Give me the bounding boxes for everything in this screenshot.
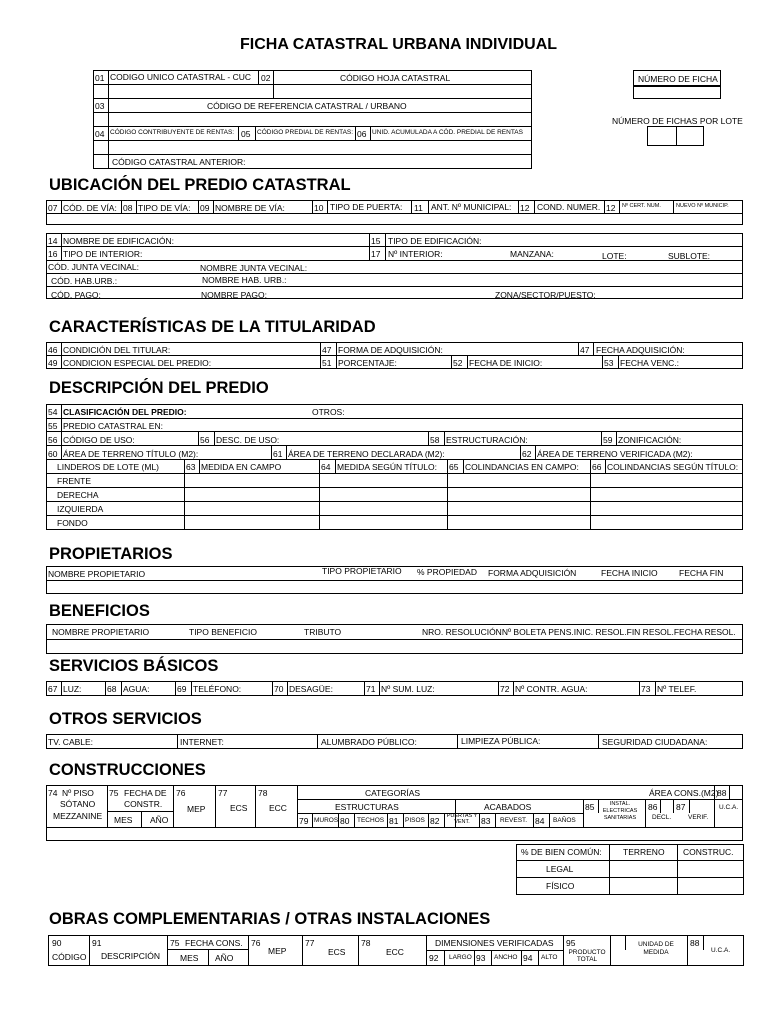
field-number: 92 xyxy=(429,953,439,963)
predio-catastral-en-label: PREDIO CATASTRAL EN: xyxy=(63,421,163,431)
field-number: 95 xyxy=(566,938,576,948)
codigo-header: CÓDIGO xyxy=(52,952,87,962)
field-number: 47 xyxy=(580,345,590,355)
field-number: 79 xyxy=(299,816,309,826)
field-number: 88 xyxy=(717,788,727,798)
clasificacion-predio-label: CLASIFICACIÓN DEL PREDIO: xyxy=(63,407,187,417)
tipo-interior-label: TIPO DE INTERIOR: xyxy=(63,249,143,259)
field-number: 90 xyxy=(52,938,62,948)
section-title-beneficios: BENEFICIOS xyxy=(49,602,150,620)
forma-adquisicion-label: FORMA DE ADQUISICIÓN: xyxy=(338,345,443,355)
field-number: 69 xyxy=(177,684,187,694)
fisico-label: FÍSICO xyxy=(546,881,575,891)
codigo-anterior-label: CÓDIGO CATASTRAL ANTERIOR: xyxy=(112,157,246,167)
field-number: 88 xyxy=(690,938,700,948)
telefono-label: TELÉFONO: xyxy=(193,684,242,694)
nombre-edificacion-label: NOMBRE DE EDIFICACIÓN: xyxy=(63,236,174,246)
fecha-construccion-header: FECHA CONS. xyxy=(185,938,243,948)
verificada-header: VERIF. xyxy=(688,814,709,821)
field-number: 75 xyxy=(109,788,119,798)
ano-header: AÑO xyxy=(215,953,234,963)
revestimiento-header: REVEST. xyxy=(500,817,528,824)
muros-header: MUROS xyxy=(314,817,339,824)
nombre-pago-label: NOMBRE PAGO: xyxy=(201,290,267,300)
mep-header: MEP xyxy=(187,804,206,814)
field-number: 01 xyxy=(95,73,105,83)
contribuyente-label: CÓDIGO CONTRIBUYENTE DE RENTAS: xyxy=(110,129,235,136)
field-number: 06 xyxy=(357,129,367,139)
section-title-obras: OBRAS COMPLEMENTARIAS / OTRAS INSTALACIONES xyxy=(49,910,491,928)
forma-adquisicion-header: FORMA ADQUISICIÓN xyxy=(488,568,577,578)
fecha-adquisicion-label: FECHA ADQUISICIÓN: xyxy=(596,345,685,355)
techos-header: TECHOS xyxy=(357,817,385,824)
numero-ficha-label: NÚMERO DE FICHA xyxy=(638,74,718,84)
field-number: 17 xyxy=(371,249,381,259)
numero-ficha-input[interactable] xyxy=(633,86,721,99)
tipo-via-label: TIPO DE VÍA: xyxy=(138,203,191,213)
fecha-construccion-header: FECHA DE xyxy=(124,788,167,798)
suministro-luz-label: Nº SUM. LUZ: xyxy=(381,684,435,694)
field-number: 15 xyxy=(371,236,381,246)
section-title-descripcion: DESCRIPCIÓN DEL PREDIO xyxy=(49,379,269,397)
tipo-edificacion-label: TIPO DE EDIFICACIÓN: xyxy=(388,236,482,246)
ant-municipal-label: ANT. Nº MUNICIPAL: xyxy=(431,202,512,212)
field-number: 10 xyxy=(314,203,324,213)
area-titulo-label: ÁREA DE TERRENO TÍTULO (M2): xyxy=(63,449,199,459)
field-number: 87 xyxy=(676,802,686,812)
uca-header: U.C.A. xyxy=(711,947,731,954)
fecha-inicio-header: FECHA INICIO xyxy=(601,568,658,578)
field-number: 61 xyxy=(273,449,283,459)
fecha-fin-header: FECHA FIN xyxy=(679,568,724,578)
field-number: 53 xyxy=(604,358,614,368)
descripcion-header: DESCRIPCIÓN xyxy=(101,951,161,961)
field-number: 58 xyxy=(430,435,440,445)
tipo-propietario-header: TIPO PROPIETARIO xyxy=(322,566,402,576)
predial-label: CÓDIGO PREDIAL DE RENTAS: xyxy=(257,129,354,136)
field-number: 68 xyxy=(107,684,117,694)
section-title-ubicacion: UBICACIÓN DEL PREDIO CATASTRAL xyxy=(49,176,351,194)
ecs-header: ECS xyxy=(230,803,248,813)
field-number: 73 xyxy=(641,684,651,694)
pisos-header: PISOS xyxy=(405,817,425,824)
uca-header: U.C.A. xyxy=(719,804,739,811)
estructuras-header: ESTRUCTURAS xyxy=(335,802,399,812)
ecc-header: ECC xyxy=(269,803,287,813)
field-number: 83 xyxy=(481,816,491,826)
unidad-acumulada-label: UNID. ACUMULADA A CÓD. PREDIAL DE RENTAS xyxy=(372,129,523,136)
declarada-header: DECL. xyxy=(652,814,672,821)
ancho-header: ANCHO xyxy=(494,954,518,961)
ano-header: AÑO xyxy=(150,815,169,825)
field-number: 67 xyxy=(48,684,58,694)
linderos-label: LINDEROS DE LOTE (ML) xyxy=(57,462,160,472)
tributo-header: TRIBUTO xyxy=(304,627,342,637)
largo-header: LARGO xyxy=(449,954,472,961)
banos-header: BAÑOS xyxy=(553,817,576,824)
condicion-especial-label: CONDICION ESPECIAL DEL PREDIO: xyxy=(63,358,212,368)
cuc-label: CODIGO UNICO CATASTRAL - CUC xyxy=(110,72,252,82)
field-number: 81 xyxy=(389,816,399,826)
ecc-header: ECC xyxy=(386,947,404,957)
field-number: 55 xyxy=(48,421,58,431)
field-number: 52 xyxy=(453,358,463,368)
numero-fichas-lote-label: NÚMERO DE FICHAS POR LOTE xyxy=(612,116,743,126)
mezzanine-header: MEZZANINE xyxy=(53,811,103,821)
field-number: 51 xyxy=(322,358,332,368)
section-title-propietarios: PROPIETARIOS xyxy=(49,545,173,563)
field-number: 56 xyxy=(48,435,58,445)
field-number: 54 xyxy=(48,407,58,417)
field-number: 78 xyxy=(258,788,268,798)
construccion-header: CONSTRUC. xyxy=(683,847,734,857)
cert-num-label: Nº CERT. NUM. xyxy=(622,203,661,209)
field-number: 71 xyxy=(366,684,376,694)
area-construida-header: ÁREA CONS.(M2) xyxy=(649,788,719,798)
fecha-venc-label: FECHA VENC.: xyxy=(620,358,680,368)
ecs-header: ECS xyxy=(328,947,346,957)
field-number: 85 xyxy=(585,802,595,812)
field-number: 09 xyxy=(200,203,210,213)
section-title-servicios: SERVICIOS BÁSICOS xyxy=(49,657,219,675)
constr-header: CONSTR. xyxy=(124,799,163,809)
cod-hab-label: CÓD. HAB.URB.: xyxy=(51,276,118,286)
puertas-ventanas-header: PUERTAS Y VENT. xyxy=(446,813,478,825)
otros-label: OTROS: xyxy=(312,407,345,417)
field-number: 08 xyxy=(123,203,133,213)
num-piso-header: Nº PISO xyxy=(62,788,94,798)
cond-numer-label: COND. NUMER. xyxy=(537,202,601,212)
field-number: 16 xyxy=(48,249,58,259)
section-title-construcciones: CONSTRUCCIONES xyxy=(49,761,206,779)
contrato-agua-label: Nº CONTR. AGUA: xyxy=(515,684,588,694)
field-number: 66 xyxy=(592,462,602,472)
field-number: 76 xyxy=(251,938,261,948)
codigo-uso-label: CÓDIGO DE USO: xyxy=(63,435,135,445)
desague-label: DESAGÜE: xyxy=(289,684,333,694)
field-number: 12 xyxy=(606,203,616,213)
cod-via-label: CÓD. DE VÍA: xyxy=(63,203,117,213)
sublote-label: SUBLOTE: xyxy=(668,251,711,261)
fondo-label: FONDO xyxy=(57,518,88,528)
alto-header: ALTO xyxy=(541,954,558,961)
field-number: 62 xyxy=(522,449,532,459)
terreno-header: TERRENO xyxy=(623,847,665,857)
section-title-titularidad: CARACTERÍSTICAS DE LA TITULARIDAD xyxy=(49,318,376,336)
nombre-propietario-header: NOMBRE PROPIETARIO xyxy=(52,627,150,637)
medida-titulo-label: MEDIDA SEGÚN TÍTULO: xyxy=(337,462,437,472)
field-number: 72 xyxy=(500,684,510,694)
field-number: 94 xyxy=(523,953,533,963)
section-title-otros-servicios: OTROS SERVICIOS xyxy=(49,710,202,728)
luz-label: LUZ: xyxy=(63,684,82,694)
instalaciones-header: INSTAL. ELECTRICAS SANITARIAS xyxy=(602,801,638,821)
field-number: 65 xyxy=(449,462,459,472)
field-number: 46 xyxy=(48,345,58,355)
field-number: 47 xyxy=(322,345,332,355)
desc-uso-label: DESC. DE USO: xyxy=(216,435,280,445)
field-number: 77 xyxy=(305,938,315,948)
area-verificada-label: ÁREA DE TERRENO VERIFICADA (M2): xyxy=(537,449,693,459)
zonificacion-label: ZONIFICACIÓN: xyxy=(618,435,682,445)
porcentaje-propiedad-header: % PROPIEDAD xyxy=(417,567,477,577)
nombre-junta-label: NOMBRE JUNTA VECINAL: xyxy=(200,263,308,273)
field-number: 93 xyxy=(476,953,486,963)
field-number: 59 xyxy=(603,435,613,445)
porcentaje-label: PORCENTAJE: xyxy=(338,358,397,368)
lote-label: LOTE: xyxy=(602,251,627,261)
zona-label: ZONA/SECTOR/PUESTO: xyxy=(495,290,596,300)
field-number: 04 xyxy=(95,129,105,139)
field-number: 12 xyxy=(520,203,530,213)
derecha-label: DERECHA xyxy=(57,490,99,500)
field-number: 05 xyxy=(241,129,251,139)
tipo-puerta-label: TIPO DE PUERTA: xyxy=(330,202,403,212)
condicion-titular-label: CONDICIÓN DEL TITULAR: xyxy=(63,345,171,355)
agua-label: AGUA: xyxy=(123,684,150,694)
field-number: 11 xyxy=(414,203,423,213)
nombre-via-label: NOMBRE DE VÍA: xyxy=(215,203,285,213)
izquierda-label: IZQUIERDA xyxy=(57,504,104,514)
internet-label: INTERNET: xyxy=(180,737,224,747)
field-number: 80 xyxy=(340,816,350,826)
colindancias-titulo-label: COLINDANCIAS SEGÚN TÍTULO: xyxy=(607,462,739,472)
tipo-beneficio-header: TIPO BENEFICIO xyxy=(189,627,258,637)
colindancias-campo-label: COLINDANCIAS EN CAMPO: xyxy=(465,462,579,472)
tv-cable-label: TV. CABLE: xyxy=(48,737,94,747)
mep-header: MEP xyxy=(268,946,287,956)
nombre-propietario-header: NOMBRE PROPIETARIO xyxy=(48,569,146,579)
field-number: 91 xyxy=(92,938,102,948)
hoja-catastral-label: CÓDIGO HOJA CATASTRAL xyxy=(340,73,451,83)
legal-label: LEGAL xyxy=(546,864,574,874)
field-number: 78 xyxy=(361,938,371,948)
field-number: 84 xyxy=(535,816,545,826)
field-number: 86 xyxy=(648,802,658,812)
field-number: 60 xyxy=(48,449,58,459)
field-number: 75 xyxy=(170,938,180,948)
cod-junta-label: CÓD. JUNTA VECINAL: xyxy=(48,262,139,272)
num-telefono-label: Nº TELEF. xyxy=(657,684,697,694)
field-number: 03 xyxy=(95,101,105,111)
acabados-header: ACABADOS xyxy=(484,802,532,812)
nombre-hab-label: NOMBRE HAB. URB.: xyxy=(202,275,287,285)
unidad-medida-header: UNIDAD DE MEDIDA xyxy=(638,941,674,956)
fecha-inicio-label: FECHA DE INICIO: xyxy=(469,358,543,368)
area-declarada-label: ÁREA DE TERRENO DECLARADA (M2): xyxy=(288,449,445,459)
referencia-catastral-label: CÓDIGO DE REFERENCIA CATASTRAL / URBANO xyxy=(207,101,407,111)
field-number: 77 xyxy=(218,788,228,798)
estructuracion-label: ESTRUCTURACIÓN: xyxy=(446,435,528,445)
field-number: 70 xyxy=(274,684,284,694)
field-number: 56 xyxy=(200,435,210,445)
sotano-header: SÓTANO xyxy=(60,799,96,809)
frente-label: FRENTE xyxy=(57,476,91,486)
seguridad-ciudadana-label: SEGURIDAD CIUDADANA: xyxy=(602,737,708,747)
categorias-header: CATEGORÍAS xyxy=(365,788,421,798)
dimensiones-header: DIMENSIONES VERIFICADAS xyxy=(435,938,554,948)
nuevo-municipal-label: NUEVO Nº MUNICIP. xyxy=(676,203,729,209)
field-number: 64 xyxy=(321,462,331,472)
field-number: 02 xyxy=(261,73,271,83)
form-title: FICHA CATASTRAL URBANA INDIVIDUAL xyxy=(240,36,558,53)
field-number: 07 xyxy=(48,203,58,213)
field-number: 49 xyxy=(48,358,58,368)
bien-comun-label: % DE BIEN COMÚN: xyxy=(521,847,602,857)
mes-header: MES xyxy=(180,953,199,963)
producto-total-header: PRODUCTO TOTAL xyxy=(568,949,606,963)
field-number: 82 xyxy=(430,816,440,826)
field-number: 14 xyxy=(48,236,58,246)
limpieza-publica-label: LIMPIEZA PÚBLICA: xyxy=(461,736,541,746)
manzana-label: MANZANA: xyxy=(510,249,554,259)
alumbrado-publico-label: ALUMBRADO PÚBLICO: xyxy=(321,737,417,747)
resolucion-headers: NRO. RESOLUCIÓNNº BOLETA PENS.INIC. RESOL.FIN RESOL.FECHA RESOL. xyxy=(422,627,736,637)
field-number: 63 xyxy=(186,462,196,472)
medida-campo-label: MEDIDA EN CAMPO xyxy=(201,462,282,472)
field-number: 76 xyxy=(176,788,186,798)
cod-pago-label: CÓD. PAGO: xyxy=(51,290,101,300)
field-number: 74 xyxy=(48,788,58,798)
mes-header: MES xyxy=(114,815,133,825)
num-interior-label: Nº INTERIOR: xyxy=(388,249,443,259)
